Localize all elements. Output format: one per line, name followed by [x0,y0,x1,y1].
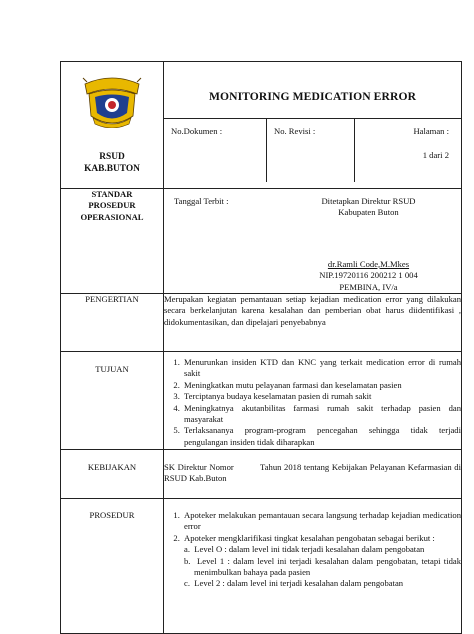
prosedur-row [61,499,462,634]
tujuan-list [164,357,461,448]
level-text: Level 2 : dalam level ini terjadi kesalahan dalam pengobatan [194,578,404,589]
signer-nip: NIP.19720116 200212 1 004 [319,270,418,281]
level-text: Level 1 : dalam level ini terjadi kesalahan dalam pengobatan, tetapi tidak menimbulkan bahaya pada pasien [194,555,461,578]
signer-rank: PEMBINA, IV/a [339,281,398,292]
level-list [184,544,461,590]
list-item [182,533,461,590]
standar-line-1: STANDAR [91,189,133,199]
pengertian-label: PENGERTIAN [61,294,164,352]
tujuan-label: TUJUAN [61,352,164,450]
kabupaten-buton-emblem-icon [79,74,145,128]
signature-block [276,259,461,293]
pengertian-row [61,294,462,352]
kebijakan-row [61,450,462,499]
no-dokumen: No.Dokumen : [164,119,267,182]
hospital-logo [61,62,163,131]
hospital-name [61,152,163,175]
list-item: 4. Meningkatnya akutanbilitas farmasi rumah sakit terhadap pasien dan masyarakat [182,403,461,426]
halaman [355,119,461,182]
header-right-cell [164,62,462,189]
level-item: c. Level 2 : dalam level ini terjadi kesalahan dalam pengobatan [184,578,404,589]
standar-content [164,189,462,294]
ditetapkan-line-2: Kabupaten Buton [338,207,399,218]
tujuan-content [164,352,462,450]
level-item: b. Level 1 : dalam level ini terjadi kesalahan dalam pengobatan, tetapi tidak menimbulkan bahaya pada pasien [184,555,461,578]
document-meta [164,118,461,182]
tanggal-terbit: Tanggal Terbit : [174,196,229,206]
prosedur-item-text: Apoteker mengklarifikasi tingkat kesalahan pengobatan sebagai berikut : [184,532,435,543]
hospital-cell [61,62,164,189]
standar-line-3: OPERASIONAL [80,211,144,222]
tujuan-row [61,352,462,450]
level-item: a. Level O : dalam level ini tidak terjadi kesalahan dalam pengobatan [184,544,425,555]
ditetapkan-line-1: Ditetapkan Direktur RSUD [321,196,416,206]
ditetapkan-block [276,189,461,293]
document-title: MONITORING MEDICATION ERROR [208,90,417,103]
kebijakan-text: SK Direktur Nomor Tahun 2018 tentang Kebijakan Pelayanan Kefarmasian di RSUD Kab.Buton [164,450,462,499]
list-item: 1. Menurunkan insiden KTD dan KNC yang terkait medication error di rumah sakit [182,357,461,380]
header-row [61,62,462,189]
hospital-line-2: KAB.BUTON [84,163,140,174]
halaman-label: Halaman : [413,126,449,136]
standar-label [61,189,164,294]
list-item: 3. Terciptanya budaya keselamatan pasien di rumah sakit [182,391,461,402]
signer-name: dr.Ramli Code,M.Mkes [327,258,410,269]
standar-line-2: PROSEDUR [88,200,136,211]
list-item: 5. Terlaksananya program-program pencegahan sehingga tidak terjadi pengulangan insiden tidak diharapkan [182,425,461,448]
level-text: Level O : dalam level ini tidak terjadi kesalahan dalam pengobatan [194,544,425,555]
sop-table [60,61,462,634]
prosedur-list [164,510,461,590]
kebijakan-label: KEBIJAKAN [61,450,164,499]
list-item: 2. Meningkatkan mutu pelayanan farmasi dan keselamatan pasien [182,380,461,391]
halaman-value: 1 dari 2 [422,150,449,161]
prosedur-content [164,499,462,634]
standar-row [61,189,462,294]
no-revisi: No. Revisi : [267,119,355,182]
hospital-line-1: RSUD [99,152,125,163]
pengertian-text: Merupakan kegiatan pemantauan setiap kejadian medication error yang dilakukan secara berkelanjutan karena kesalahan dan pemberian obat harus diidentifikasi , didokumentasikan, dan dipelajari penyebabnya [164,294,462,352]
prosedur-label: PROSEDUR [61,499,164,634]
list-item: 1. Apoteker melakukan pemantauan secara langsung terhadap kejadian medication error [182,510,461,533]
